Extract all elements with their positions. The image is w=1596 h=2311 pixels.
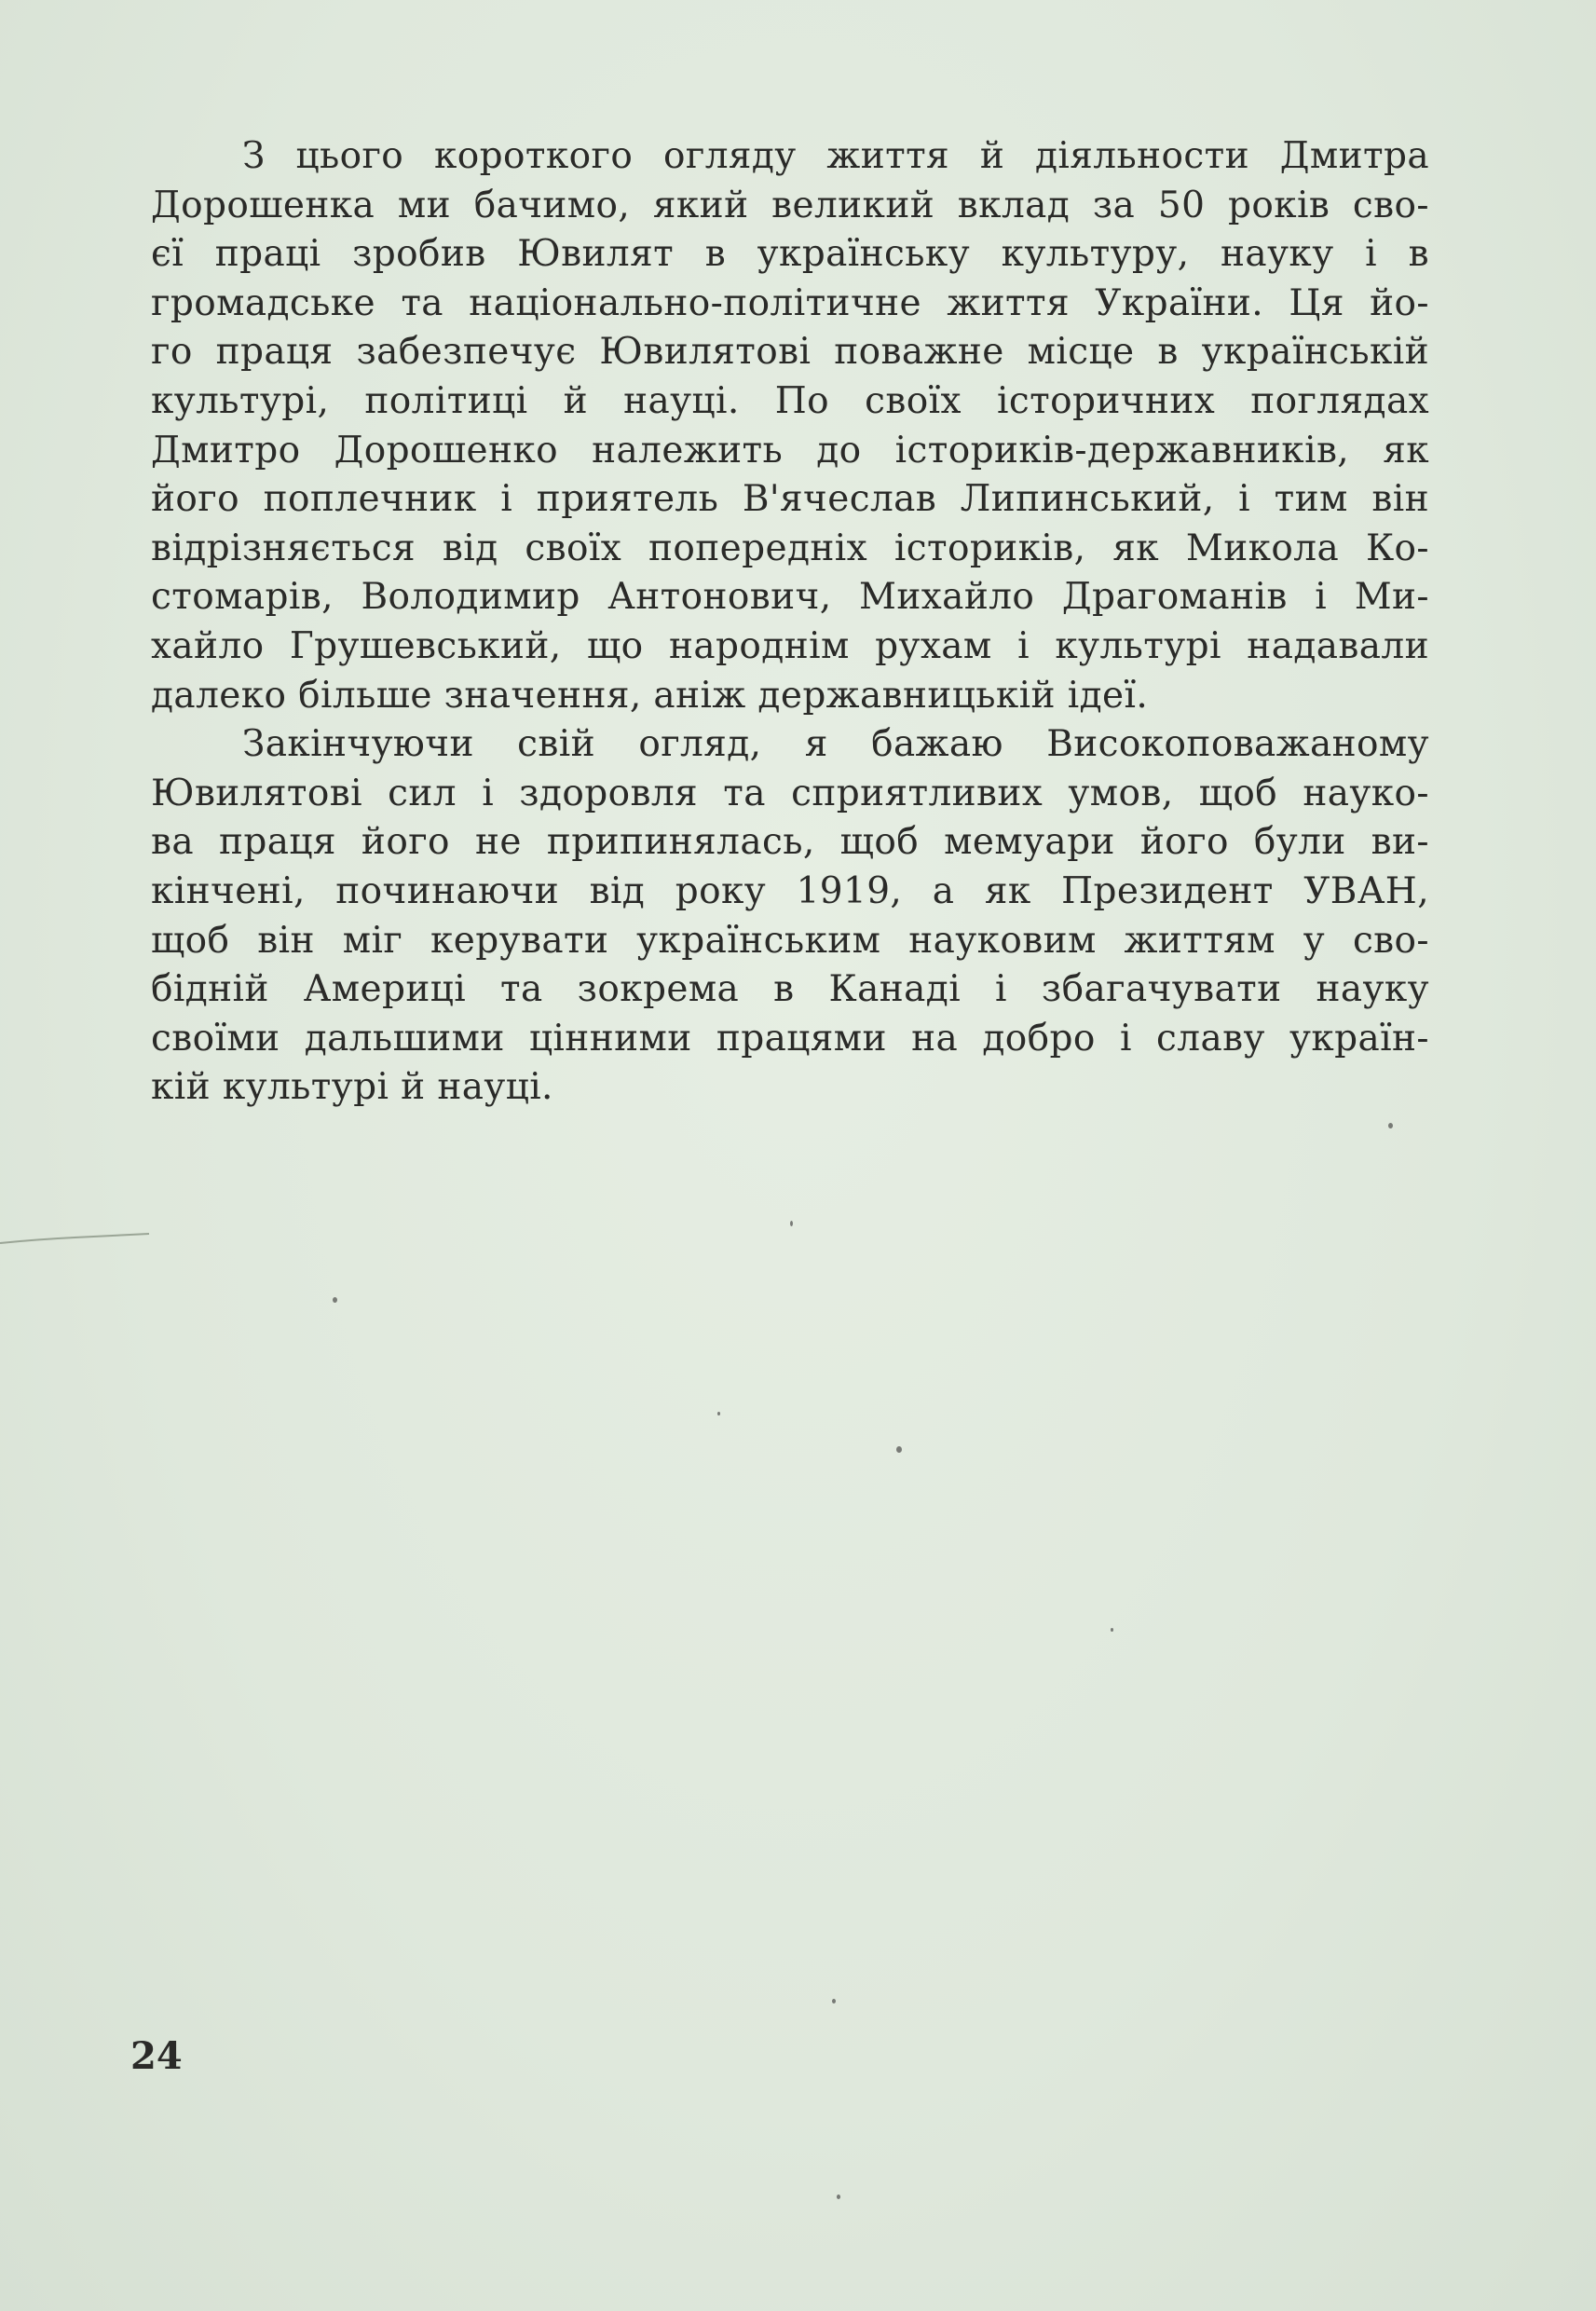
text-line: З цього короткого огляду життя й діяльности Дмитра <box>242 135 1429 177</box>
text-line: хайло Грушевський, що народнім рухам і культурі надавали <box>151 624 1429 667</box>
text-line: кінчені, починаючи від року 1919, а як Президент УВАН, <box>151 869 1429 912</box>
text-line: щоб він міг керувати українським науковим життям у сво- <box>151 919 1429 962</box>
text-line: культурі, політиці й науці. По своїх історичних поглядах <box>151 379 1429 422</box>
text-line: го праця забезпечує Ювилятові поважне місце в українській <box>151 331 1429 374</box>
body-text <box>151 132 1429 1113</box>
text-line: бідній Америці та зокрема в Канаді і збагачувати науку <box>151 968 1429 1011</box>
paragraph-1 <box>151 132 1429 720</box>
paper-speck <box>717 1412 720 1415</box>
paper-speck <box>1388 1123 1393 1128</box>
text-line: Ювилятові сил і здоровля та сприятливих умов, щоб науко- <box>151 772 1429 814</box>
text-line: своїми дальшими цінними працями на добро і славу україн- <box>151 1017 1429 1060</box>
text-line: ва праця його не припинялась, щоб мемуари його були ви- <box>151 821 1429 864</box>
paper-speck <box>832 1999 836 2003</box>
page-number: 24 <box>130 2034 183 2078</box>
text-line: кій культурі й науці. <box>151 1066 553 1109</box>
text-line: далеко більше значення, аніж державницькій ідеї. <box>151 674 1149 717</box>
paper-speck <box>333 1297 337 1303</box>
paper-crease <box>0 1230 168 1249</box>
text-line: Дмитро Дорошенко належить до істориків-державників, як <box>151 429 1429 472</box>
text-line: Закінчуючи свій огляд, я бажаю Високоповажаному <box>242 723 1429 766</box>
paper-speck <box>837 2195 840 2199</box>
text-line: Дорошенка ми бачимо, який великий вклад за 50 років сво- <box>151 184 1429 226</box>
text-line: єї праці зробив Ювилят в українську культуру, науку і в <box>151 233 1429 276</box>
paper-speck <box>1111 1628 1113 1632</box>
text-line: його поплечник і приятель В'ячеслав Липинський, і тим він <box>151 478 1429 521</box>
text-line: відрізняється від своїх попередніх істориків, як Микола Ко- <box>151 526 1429 569</box>
paper-speck <box>790 1221 793 1226</box>
paragraph-2 <box>151 720 1429 1113</box>
text-line: громадське та національно-політичне життя України. Ця йо- <box>151 281 1429 324</box>
text-line: стомарів, Володимир Антонович, Михайло Драгоманів і Ми- <box>151 576 1429 619</box>
paper-speck <box>896 1446 902 1453</box>
